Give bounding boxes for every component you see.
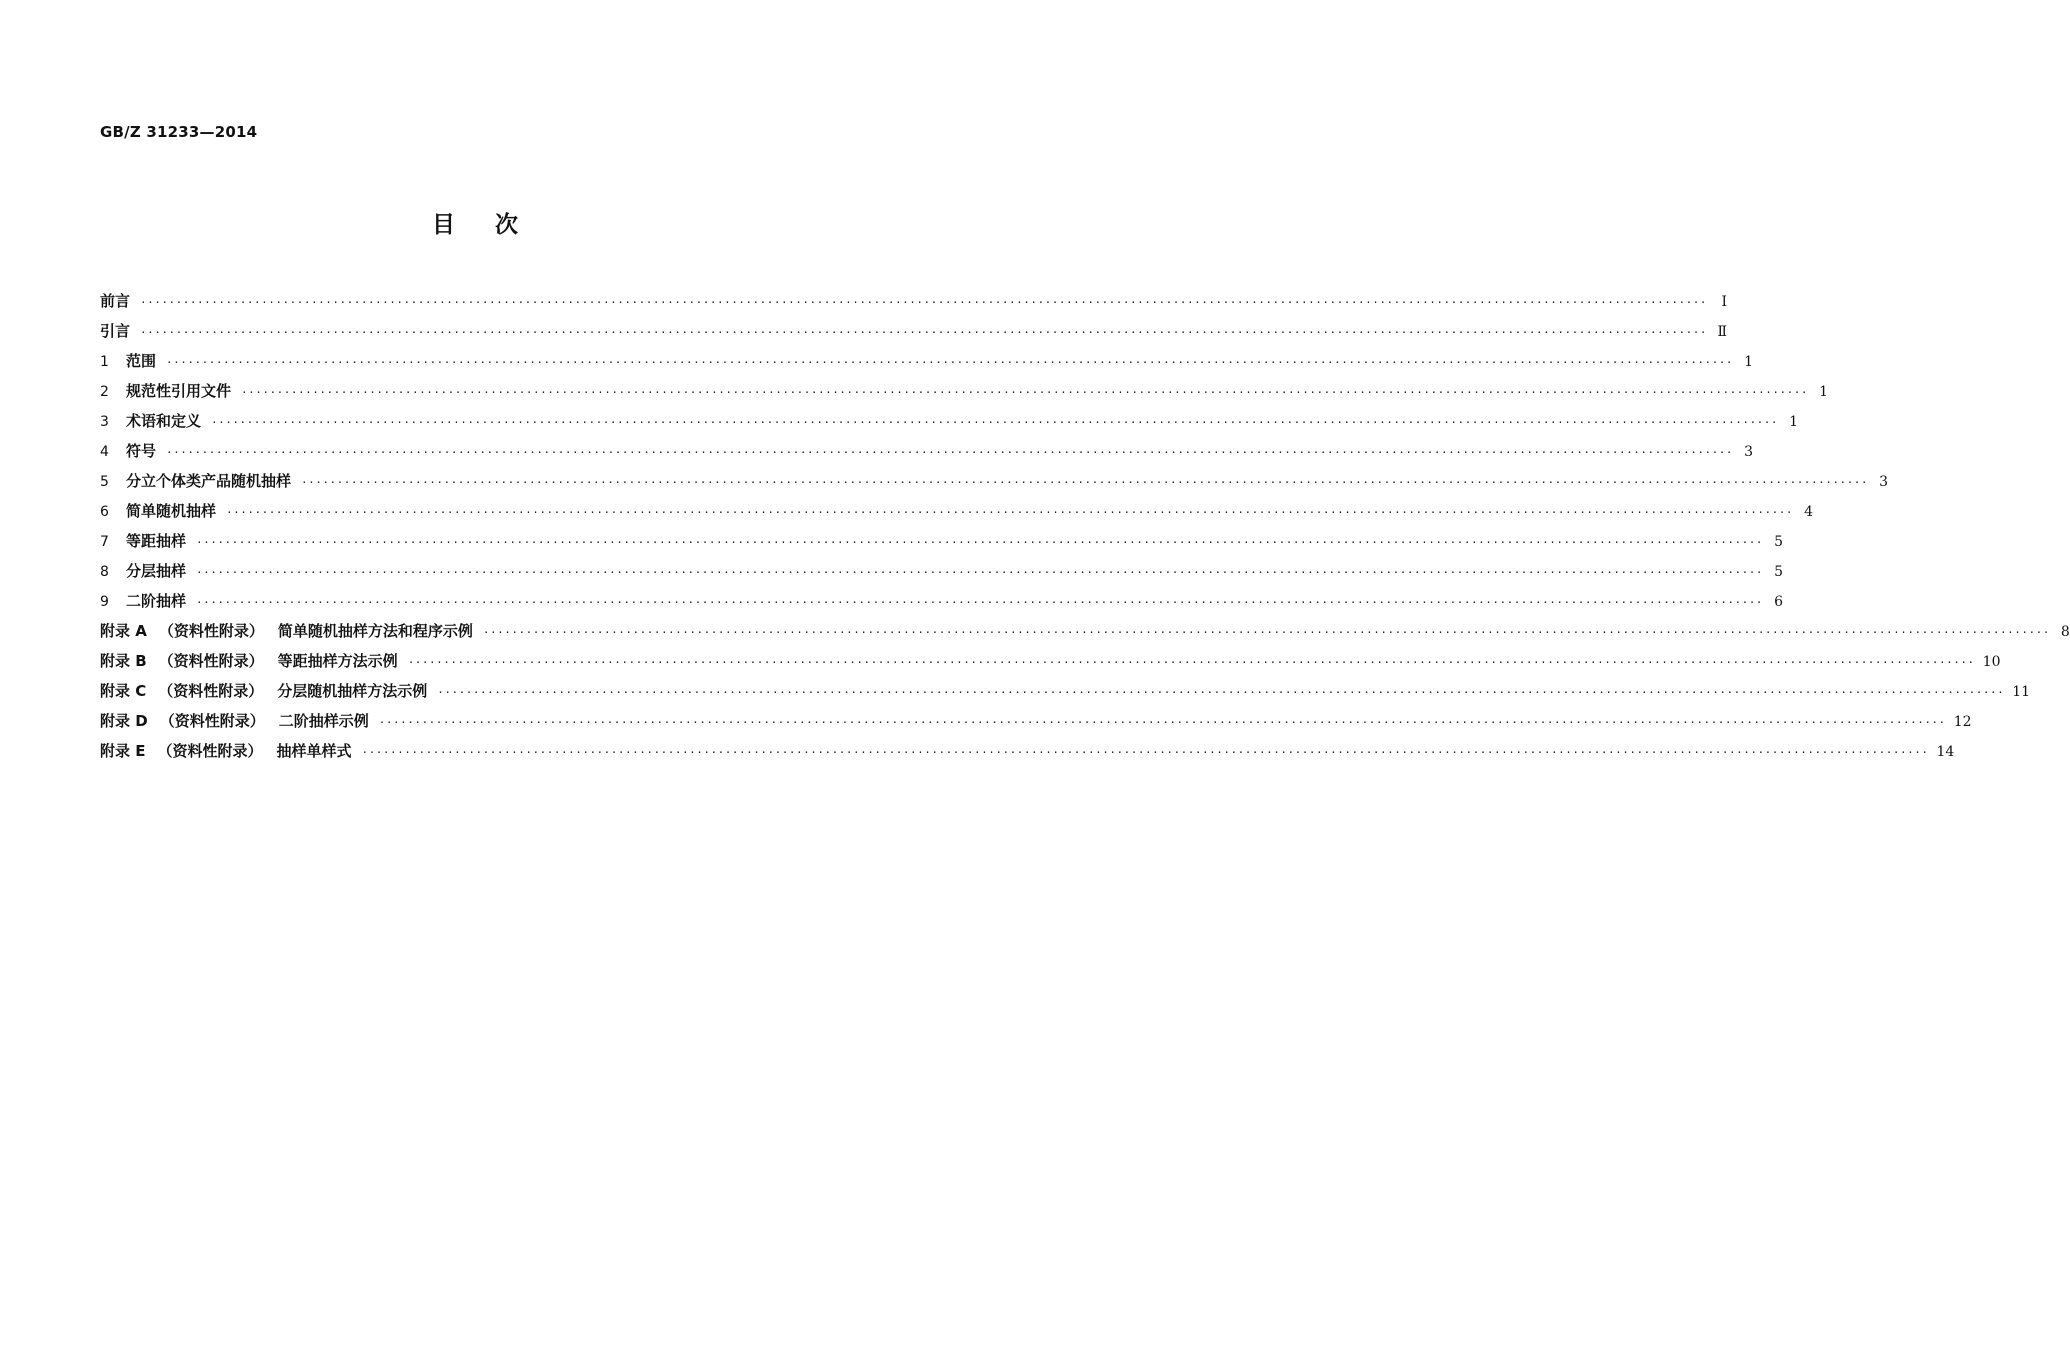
toc-entry-appendix-c[interactable] xyxy=(100,676,2031,706)
appendix-title: 分层随机抽样方法示例 xyxy=(277,682,428,700)
toc-entry-appendix-d[interactable] xyxy=(100,706,1972,736)
toc-entry-number: 9 xyxy=(100,594,109,610)
toc-entry-title: 二阶抽样 xyxy=(126,592,187,610)
dot-leader: ···························································································································································································································· xyxy=(211,416,1778,429)
appendix-label: 附录 C xyxy=(100,682,147,700)
toc-entry-page: 12 xyxy=(1953,714,1972,730)
toc-entry-title xyxy=(100,706,369,736)
toc-entry-appendix-a[interactable] xyxy=(100,616,2070,646)
dot-leader: ···························································································································································································································· xyxy=(378,716,1946,729)
toc-entry-title: 前言 xyxy=(100,292,131,310)
appendix-label: 附录 D xyxy=(100,712,148,730)
toc-entry-page: 14 xyxy=(1936,744,1955,760)
appendix-type: （资料性附录） xyxy=(158,652,264,670)
toc-entry-7[interactable] xyxy=(100,526,1783,556)
appendix-type: （资料性附录） xyxy=(158,682,264,700)
appendix-title: 二阶抽样示例 xyxy=(278,712,369,730)
toc-entry-4[interactable] xyxy=(100,436,1753,466)
toc-entry-3[interactable] xyxy=(100,406,1798,436)
toc-entry-page: 1 xyxy=(1819,384,1828,400)
toc-entry-title: 范围 xyxy=(126,352,157,370)
appendix-type: （资料性附录） xyxy=(159,712,265,730)
dot-leader: ···························································································································································································································· xyxy=(140,326,1707,339)
toc-entry-page: 3 xyxy=(1744,444,1753,460)
toc-entry-number: 3 xyxy=(100,414,109,430)
toc-entry-appendix-e[interactable] xyxy=(100,736,1955,766)
toc-entry-9[interactable] xyxy=(100,586,1783,616)
toc-entry-1[interactable] xyxy=(100,346,1753,376)
appendix-type: （资料性附录） xyxy=(157,742,263,760)
dot-leader: ···························································································································································································································· xyxy=(166,446,1733,459)
toc-entry-page: 1 xyxy=(1744,354,1753,370)
toc-entry-number: 7 xyxy=(100,534,109,550)
toc-entry-page: Ⅱ xyxy=(1717,324,1727,340)
toc-entry-page: 10 xyxy=(1982,654,2001,670)
toc-entry-page: 11 xyxy=(2012,684,2031,700)
appendix-title: 等距抽样方法示例 xyxy=(277,652,398,670)
toc-entry-title: 等距抽样 xyxy=(126,532,187,550)
toc-entry-title xyxy=(100,736,352,766)
dot-leader: ···························································································································································································································· xyxy=(301,476,1868,489)
appendix-label: 附录 A xyxy=(100,622,147,640)
toc-entry-title xyxy=(100,616,473,646)
toc-entry-title: 分立个体类产品随机抽样 xyxy=(126,472,292,490)
appendix-label: 附录 E xyxy=(100,742,146,760)
toc-entry-page: Ⅰ xyxy=(1721,294,1727,310)
toc-entry-2[interactable] xyxy=(100,376,1828,406)
dot-leader: ···························································································································································································································· xyxy=(361,746,1929,759)
toc-entry-page: 8 xyxy=(2060,624,2070,640)
toc-entry-number: 1 xyxy=(100,354,109,370)
toc-entry-number: 8 xyxy=(100,564,109,580)
toc-entry-page: 5 xyxy=(1774,564,1783,580)
dot-leader: ···························································································································································································································· xyxy=(196,596,1763,609)
toc-entry-title: 规范性引用文件 xyxy=(126,382,232,400)
dot-leader: ···························································································································································································································· xyxy=(482,626,2050,639)
toc-entry-number: 6 xyxy=(100,504,109,520)
toc-entry-title: 分层抽样 xyxy=(126,562,187,580)
toc-entry-title: 引言 xyxy=(100,322,131,340)
toc-entry-page: 6 xyxy=(1774,594,1783,610)
toc-entry-foreword[interactable] xyxy=(100,286,1727,316)
toc-entry-introduction[interactable] xyxy=(100,316,1727,346)
page-title: 目次 xyxy=(432,212,558,238)
dot-leader: ···························································································································································································································· xyxy=(241,386,1808,399)
toc-entry-title xyxy=(100,646,398,676)
toc-entry-5[interactable] xyxy=(100,466,1888,496)
toc-entry-number: 2 xyxy=(100,384,109,400)
toc-entry-page: 5 xyxy=(1774,534,1783,550)
dot-leader: ···························································································································································································································· xyxy=(140,296,1707,309)
dot-leader: ···························································································································································································································· xyxy=(226,506,1793,519)
toc-entry-number: 5 xyxy=(100,474,109,490)
toc-entry-page: 3 xyxy=(1879,474,1888,490)
toc-entry-page: 1 xyxy=(1789,414,1798,430)
toc-entry-page: 4 xyxy=(1804,504,1813,520)
dot-leader: ···························································································································································································································· xyxy=(166,356,1733,369)
dot-leader: ···························································································································································································································· xyxy=(196,536,1763,549)
standard-code: GB/Z 31233—2014 xyxy=(100,123,258,141)
toc-entry-title xyxy=(100,676,427,706)
dot-leader: ···························································································································································································································· xyxy=(437,686,2005,699)
appendix-title: 简单随机抽样方法和程序示例 xyxy=(277,622,473,640)
appendix-type: （资料性附录） xyxy=(158,622,264,640)
toc-entry-title: 简单随机抽样 xyxy=(126,502,217,520)
toc-entry-8[interactable] xyxy=(100,556,1783,586)
toc-entry-title: 术语和定义 xyxy=(126,412,202,430)
toc-entry-title: 符号 xyxy=(126,442,157,460)
toc-entry-6[interactable] xyxy=(100,496,1813,526)
appendix-title: 抽样单样式 xyxy=(276,742,352,760)
table-of-contents xyxy=(100,286,2070,766)
dot-leader: ···························································································································································································································· xyxy=(407,656,1975,669)
dot-leader: ···························································································································································································································· xyxy=(196,566,1763,579)
toc-entry-number: 4 xyxy=(100,444,109,460)
appendix-label: 附录 B xyxy=(100,652,147,670)
toc-entry-appendix-b[interactable] xyxy=(100,646,2001,676)
